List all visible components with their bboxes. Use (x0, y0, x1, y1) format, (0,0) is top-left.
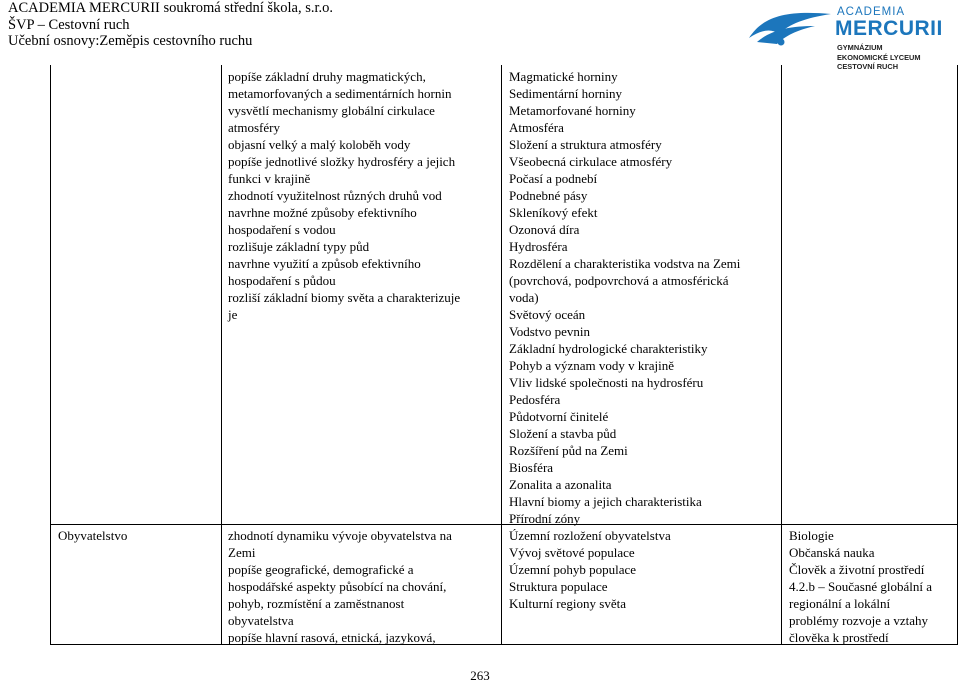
table-divider-2 (501, 65, 502, 645)
section-title: Obyvatelstvo (58, 528, 128, 543)
topic-line: Rozdělení a charakteristika vodstva na Zemi (509, 256, 741, 271)
outcome-line: navrhne možné způsoby efektivního (228, 205, 417, 220)
outcome-line: funkci v krajině (228, 171, 311, 186)
outcome-line: rozlišuje základní typy půd (228, 239, 370, 254)
outcome-line: atmosféry (228, 120, 280, 135)
topic-line: Územní rozložení obyvatelstva (509, 528, 671, 543)
page-number: 263 (470, 668, 490, 683)
outcome-line: Zemi (228, 545, 256, 560)
header-school-name: ACADEMIA MERCURII soukromá střední škola, s.r.o. (8, 0, 334, 16)
outcome-line: obyvatelstva (228, 613, 294, 628)
table-border-right (957, 65, 958, 645)
outcome-line: popíše geografické, demografické a (228, 562, 414, 577)
outcome-line: pohyb, rozmístění a zaměstnanost (228, 596, 405, 611)
topic-line: voda) (509, 290, 539, 305)
outcome-line: popíše hlavní rasová, etnická, jazyková, (228, 630, 436, 645)
outcome-line: popíše jednotlivé složky hydrosféry a jejich (228, 154, 456, 169)
row2-expected-outcomes (228, 527, 452, 646)
header-curriculum: Učební osnovy:Zeměpis cestovního ruchu (8, 33, 253, 49)
topic-line: Pohyb a význam vody v krajině (509, 358, 674, 373)
outcome-line: rozliší základní biomy světa a charakterizuje (228, 290, 461, 305)
academia-mercurii-logo (745, 6, 955, 72)
outcome-line: objasní velký a malý koloběh vody (228, 137, 411, 152)
outcome-line: popíše základní druhy magmatických, (228, 69, 426, 84)
outcome-line: navrhne využití a způsob efektivního (228, 256, 421, 271)
logo-title-main: MERCURII (835, 17, 943, 40)
logo-subtitle (837, 43, 921, 72)
topic-line: Pedosféra (509, 392, 561, 407)
topic-line: Podnebné pásy (509, 188, 588, 203)
row-separator (50, 524, 958, 525)
topic-line: Složení a struktura atmosféry (509, 137, 662, 152)
topic-line: Magmatické horniny (509, 69, 618, 84)
logo-sub-tourism: CESTOVNÍ RUCH (837, 62, 899, 71)
topic-line: Hlavní biomy a jejich charakteristika (509, 494, 702, 509)
topic-line: Skleníkový efekt (509, 205, 598, 220)
topic-line: Vliv lidské společnosti na hydrosféru (509, 375, 704, 390)
row2-curriculum-topics (509, 527, 671, 612)
relation-line: Občanská nauka (789, 545, 875, 560)
logo-title-top: ACADEMIA (837, 6, 906, 18)
relation-line: regionální a lokální (789, 596, 891, 611)
table-border-left (50, 65, 51, 645)
outcome-line: metamorfovaných a sedimentárních hornin (228, 86, 452, 101)
relation-line: 4.2.b – Současné globální a (789, 579, 932, 594)
outcome-line: zhodnotí využitelnost různých druhů vod (228, 188, 442, 203)
topic-line: Světový oceán (509, 307, 586, 322)
relation-line: člověka k prostředí (789, 630, 889, 645)
row2-section (58, 527, 127, 544)
logo-sub-lyceum: EKONOMICKÉ LYCEUM (837, 52, 921, 62)
topic-line: Ozonová díra (509, 222, 580, 237)
relation-line: problémy rozvoje a vztahy (789, 613, 928, 628)
outcome-line: hospodářské aspekty působící na chování, (228, 579, 447, 594)
topic-line: Metamorfované horniny (509, 103, 636, 118)
outcome-line: vysvětlí mechanismy globální cirkulace (228, 103, 435, 118)
topic-line: Všeobecná cirkulace atmosféry (509, 154, 673, 169)
relation-line: Člověk a životní prostředí (789, 562, 925, 577)
row1-expected-outcomes (228, 68, 460, 323)
topic-line: Půdotvorní činitelé (509, 409, 609, 424)
document-header (8, 0, 333, 50)
topic-line: Územní pohyb populace (509, 562, 637, 577)
table-divider-1 (221, 65, 222, 645)
topic-line: Struktura populace (509, 579, 608, 594)
topic-line: Biosféra (509, 460, 554, 475)
row2-cross-curricular-relations (789, 527, 932, 646)
outcome-line: hospodaření s vodou (228, 222, 336, 237)
logo-sub-gymnazium: GYMNÁZIUM (837, 43, 883, 52)
header-program: ŠVP – Cestovní ruch (8, 16, 130, 33)
table-divider-3 (781, 65, 782, 645)
topic-line: Přírodní zóny (509, 511, 581, 526)
mercury-wing-icon (745, 8, 835, 48)
topic-line: Sedimentární horniny (509, 86, 623, 101)
topic-line: Hydrosféra (509, 239, 568, 254)
outcome-line: zhodnotí dynamiku vývoje obyvatelstva na (228, 528, 452, 543)
relation-line: Biologie (789, 528, 834, 543)
outcome-line: je (228, 307, 238, 322)
outcome-line: hospodaření s půdou (228, 273, 336, 288)
topic-line: Kulturní regiony světa (509, 596, 626, 611)
topic-line: Zonalita a azonalita (509, 477, 612, 492)
topic-line: (povrchová, podpovrchová a atmosférická (509, 273, 729, 288)
topic-line: Základní hydrologické charakteristiky (509, 341, 708, 356)
topic-line: Atmosféra (509, 120, 564, 135)
topic-line: Počasí a podnebí (509, 171, 598, 186)
row1-curriculum-topics (509, 68, 740, 527)
topic-line: Vodstvo pevnin (509, 324, 591, 339)
topic-line: Vývoj světové populace (509, 545, 635, 560)
topic-line: Složení a stavba půd (509, 426, 617, 441)
topic-line: Rozšíření půd na Zemi (509, 443, 628, 458)
